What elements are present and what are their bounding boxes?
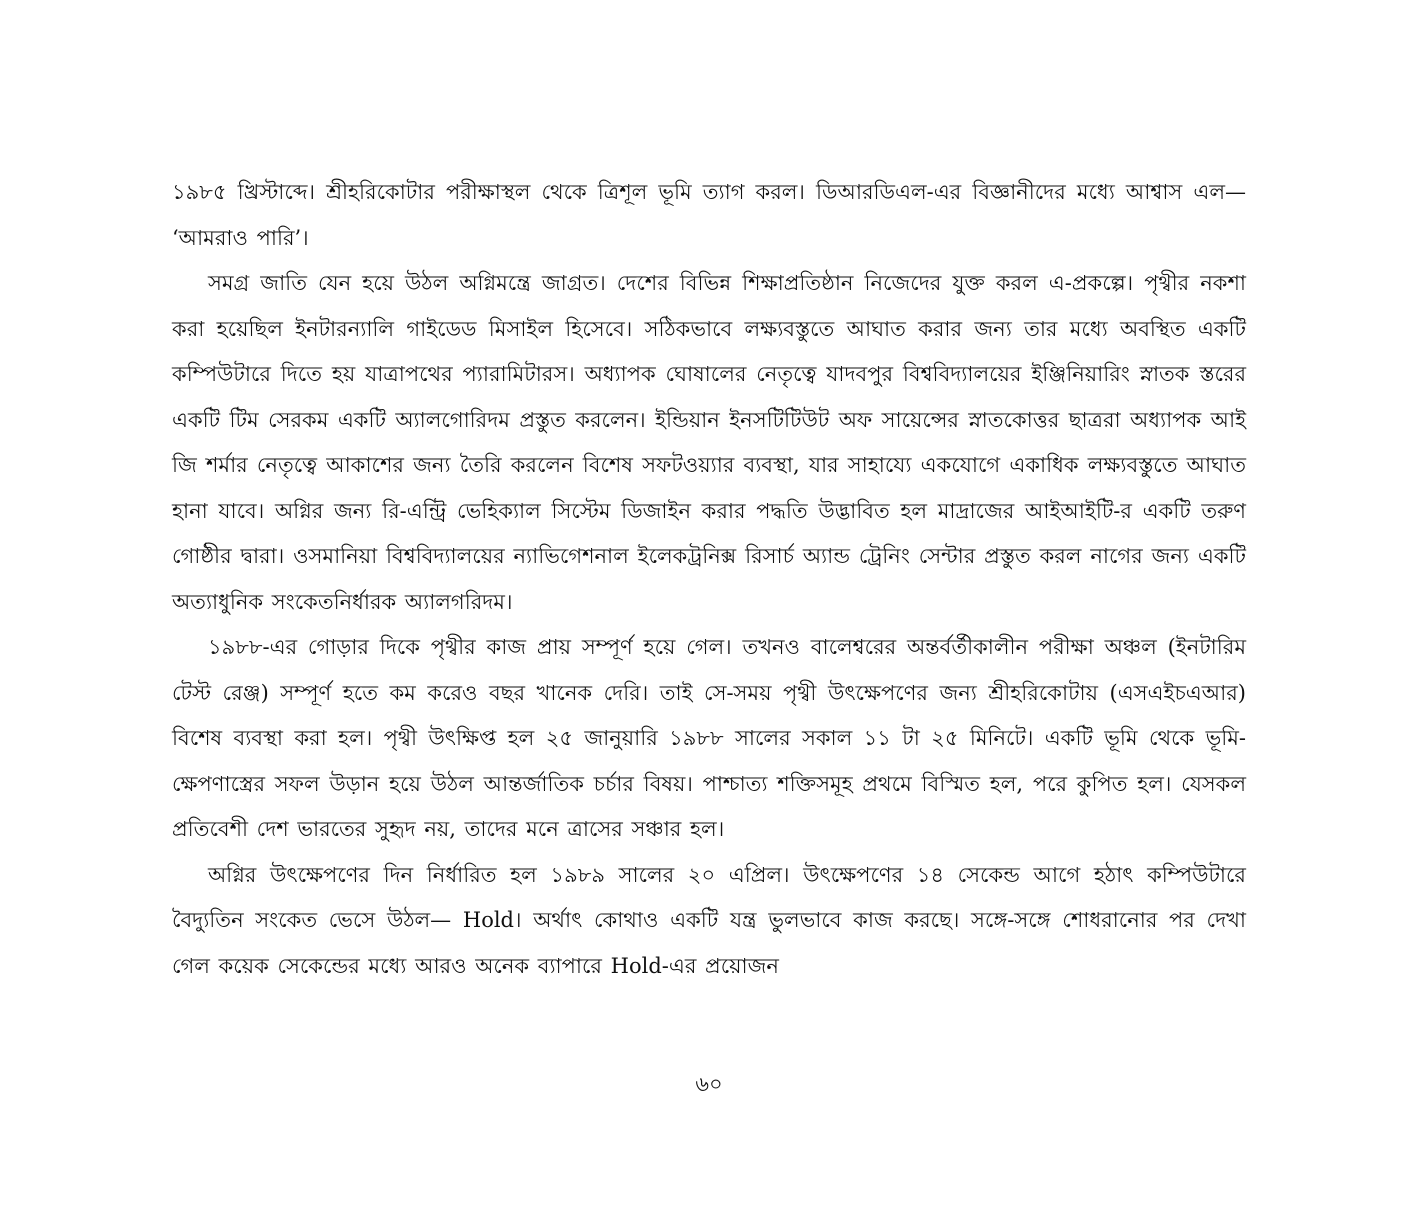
body-text — [172, 170, 1246, 989]
page-number: ৬০ — [695, 1072, 723, 1096]
paragraph-1: ১৯৮৫ খ্রিস্টাব্দে। শ্রীহরিকোটার পরীক্ষাস্থল থেকে ত্রিশূল ভূমি ত্যাগ করল। ডিআরডিএল-এর বিজ্ঞানীদের মধ্যে আশ্বাস এল— ‘আমরাও পারি’। — [172, 180, 1246, 250]
paragraph-3: ১৯৮৮-এর গোড়ার দিকে পৃথ্বীর কাজ প্রায় সম্পূর্ণ হয়ে গেল। তখনও বালেশ্বরের অন্তর্বর্তীকালীন পরীক্ষা অঞ্চল (ইনটারিম টেস্ট রেঞ্জ) সম্পূর্ণ হতে কম করেও বছর খানেক দেরি। তাই সে-সময় পৃথ্বী উৎক্ষেপণের জন্য শ্রীহরিকোটায় (এসএইচএআর) বিশেষ ব্যবস্থা করা হল। পৃথ্বী উৎক্ষিপ্ত হল ২৫ জানুয়ারি ১৯৮৮ সালের সকাল ১১ টা ২৫ মিনিটে। একটি ভূমি থেকে ভূমি-ক্ষেপণাস্ত্রের সফল উড়ান হয়ে উঠল আন্তর্জাতিক চর্চার বিষয়। পাশ্চাত্য শক্তিসমূহ প্রথমে বিস্মিত হল, পরে কুপিত হল। যেসকল প্রতিবেশী দেশ ভারতের সুহৃদ নয়, তাদের মনে ত্রাসের সঞ্চার হল। — [172, 635, 1246, 841]
paragraph-2: সমগ্র জাতি যেন হয়ে উঠল অগ্নিমন্ত্রে জাগ্রত। দেশের বিভিন্ন শিক্ষাপ্রতিষ্ঠান নিজেদের যুক্ত করল এ-প্রকল্পে। পৃথ্বীর নকশা করা হয়েছিল ইনটারন্যালি গাইডেড মিসাইল হিসেবে। সঠিকভাবে লক্ষ্যবস্তুতে আঘাত করার জন্য তার মধ্যে অবস্থিত একটি কম্পিউটারে দিতে হয় যাত্রাপথের প্যারামিটারস। অধ্যাপক ঘোষালের নেতৃত্বে যাদবপুর বিশ্ববিদ্যালয়ের ইঞ্জিনিয়ারিং স্নাতক স্তরের একটি টিম সেরকম একটি অ্যালগোরিদম প্রস্তুত করলেন। ইন্ডিয়ান ইনসটিটিউট অফ সায়েন্সের স্নাতকোত্তর ছাত্ররা অধ্যাপক আই জি শর্মার নেতৃত্বে আকাশের জন্য তৈরি করলেন বিশেষ সফটওয়্যার ব্যবস্থা, যার সাহায্যে একযোগে একাধিক লক্ষ্যবস্তুতে আঘাত হানা যাবে। অগ্নির জন্য রি-এন্ট্রি ভেহিক্যাল সিস্টেম ডিজাইন করার পদ্ধতি উদ্ভাবিত হল মাদ্রাজের আইআইটি-র একটি তরুণ গোষ্ঠীর দ্বারা। ওসমানিয়া বিশ্ববিদ্যালয়ের ন্যাভিগেশনাল ইলেকট্রনিক্স রিসার্চ অ্যান্ড ট্রেনিং সেন্টার প্রস্তুত করল নাগের জন্য একটি অত্যাধুনিক সংকেতনির্ধারক অ্যালগরিদম। — [172, 271, 1246, 614]
paragraph-4: অগ্নির উৎক্ষেপণের দিন নির্ধারিত হল ১৯৮৯ সালের ২০ এপ্রিল। উৎক্ষেপণের ১৪ সেকেন্ড আগে হঠাৎ কম্পিউটারে বৈদ্যুতিন সংকেত ভেসে উঠল— Hold। অর্থাৎ কোথাও একটি যন্ত্র ভুলভাবে কাজ করছে। সঙ্গে-সঙ্গে শোধরানোর পর দেখা গেল কয়েক সেকেন্ডের মধ্যে আরও অনেক ব্যাপারে Hold-এর প্রয়োজন — [172, 862, 1246, 978]
